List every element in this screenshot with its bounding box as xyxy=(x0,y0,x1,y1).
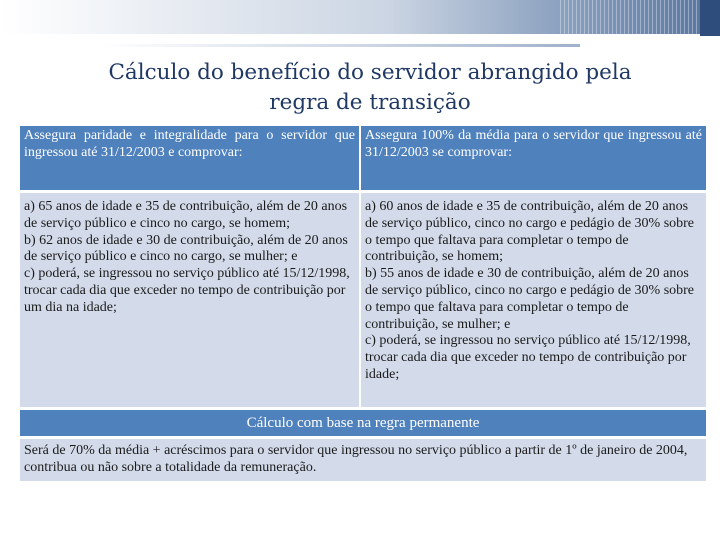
table-header-row xyxy=(20,126,706,190)
average-item-a: a) 60 anos de idade e 35 de contribuição, além de 20 anos de serviço público, cinco no cargo e pedágio de 30% sobre o tempo que faltava para completar o tempo de contribuição, se homem; xyxy=(365,199,695,265)
top-decoration-bar xyxy=(0,0,720,36)
rules-table xyxy=(20,126,706,481)
body-cell-average xyxy=(361,193,706,407)
slide-title-line-2: regra de transição xyxy=(269,90,471,115)
body-cell-parity xyxy=(20,193,359,407)
header-average-text: Assegura 100% da média para o servidor que ingressou até 31/12/2003 se comprovar: xyxy=(365,128,702,160)
parity-item-a: a) 65 anos de idade e 35 de contribuição, além de 20 anos de serviço público e cinco no cargo, se homem; xyxy=(24,199,348,231)
permanent-rule-text: Será de 70% da média + acréscimos para o servidor que ingressou no serviço público a partir de 1º de janeiro de 2004, contribua ou não sobre a totalidade da remuneração. xyxy=(24,443,688,475)
slide-title-line-1: Cálculo do benefício do servidor abrangido pela xyxy=(108,60,632,85)
header-cell-parity xyxy=(20,126,359,190)
top-dark-block xyxy=(700,0,720,36)
table-footer-row xyxy=(20,439,706,481)
top-stripes xyxy=(560,0,706,34)
table-subheader-row: Cálculo com base na regra permanente xyxy=(20,410,706,436)
header-cell-average xyxy=(361,126,706,190)
average-item-c: c) poderá, se ingressou no serviço público até 15/12/1998, trocar cada dia que exceder no tempo de contribuição por idade; xyxy=(365,333,691,382)
parity-item-c: c) poderá, se ingressou no serviço público até 15/12/1998, trocar cada dia que exceder no tempo de contribuição por um dia na idade; xyxy=(24,266,350,315)
top-accent-line xyxy=(100,44,580,47)
header-parity-text: Assegura paridade e integralidade para o servidor que ingressou até 31/12/2003 e comprovar: xyxy=(24,128,355,160)
slide-title xyxy=(20,58,720,118)
average-item-b: b) 55 anos de idade e 30 de contribuição, além de 20 anos de serviço público, cinco no cargo e pedágio de 30% sobre o tempo que faltava para completar o tempo de contribuição, se mulher; e xyxy=(365,266,695,332)
parity-item-b: b) 62 anos de idade e 30 de contribuição, além de 20 anos de serviço público e cinco no cargo, se mulher; e xyxy=(24,232,348,265)
table-body-row xyxy=(20,193,706,407)
